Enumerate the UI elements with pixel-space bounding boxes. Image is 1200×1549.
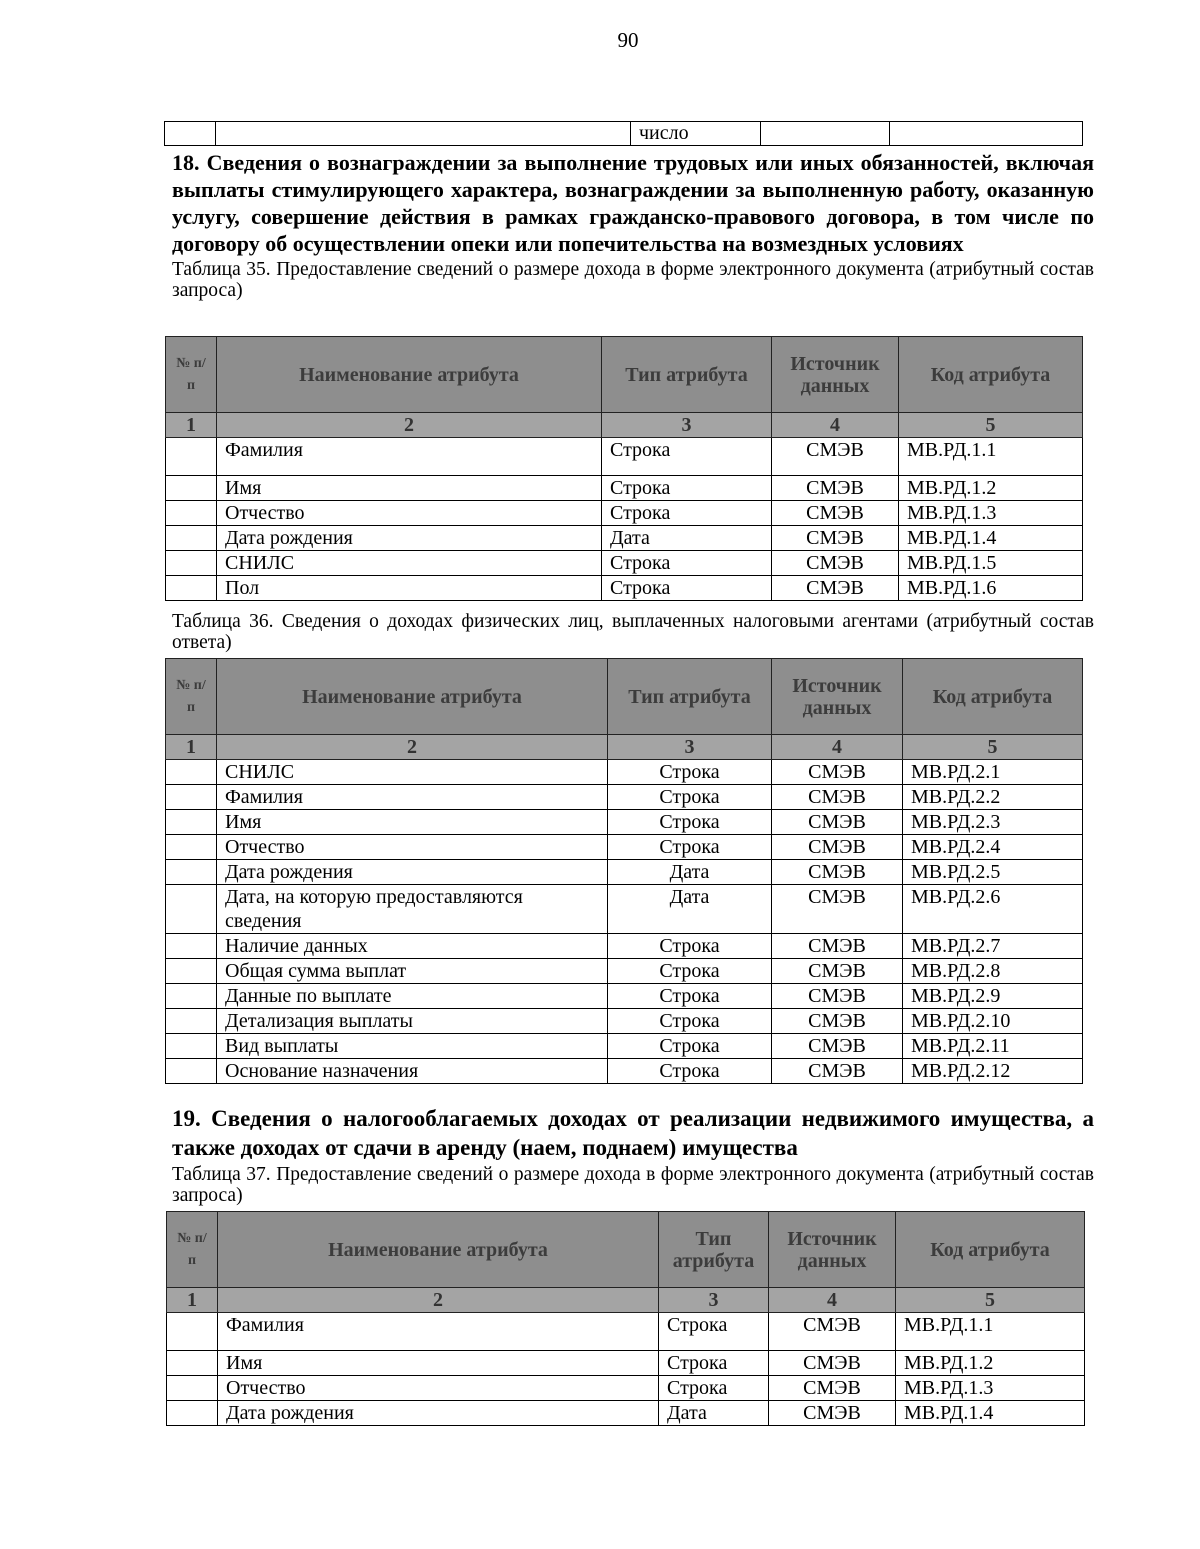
table-cell: МВ.РД.1.4: [899, 526, 1083, 551]
table-cell: МВ.РД.1.4: [896, 1401, 1085, 1426]
header-number: 1: [166, 413, 217, 438]
table-cell: МВ.РД.1.3: [896, 1376, 1085, 1401]
header-cell: Код атрибута: [903, 659, 1083, 735]
table-row: [166, 959, 1083, 984]
table-cell: МВ.РД.2.2: [903, 785, 1083, 810]
table-cell: СМЭВ: [772, 551, 899, 576]
table-cell: СМЭВ: [772, 934, 903, 959]
header-cell: № п/п: [167, 1212, 218, 1288]
table-cell: Имя: [218, 1351, 659, 1376]
table-cell: Общая сумма выплат: [217, 959, 608, 984]
table-cell: СМЭВ: [769, 1401, 896, 1426]
table-cell: Отчество: [218, 1376, 659, 1401]
table-header-numbers: [166, 735, 1083, 760]
table-36-caption-block: [172, 611, 1094, 653]
table-cell: СМЭВ: [772, 860, 903, 885]
table-cell: Дата рождения: [217, 526, 602, 551]
table-cell: [166, 934, 217, 959]
table-cell: СМЭВ: [772, 438, 899, 476]
header-number: 5: [903, 735, 1083, 760]
header-cell: Наименование атрибута: [217, 659, 608, 735]
table-cell: СМЭВ: [772, 959, 903, 984]
table-cell: Строка: [659, 1313, 769, 1351]
table-cell: Строка: [608, 1034, 772, 1059]
table-cell: МВ.РД.1.2: [896, 1351, 1085, 1376]
table-row: [167, 1376, 1085, 1401]
table-cell: [166, 984, 217, 1009]
header-number: 1: [167, 1288, 218, 1313]
table-cell: СМЭВ: [772, 885, 903, 934]
table-cell: МВ.РД.1.5: [899, 551, 1083, 576]
table-row: [165, 122, 1083, 146]
table-cell: Дата, на которую предоставляются сведения: [217, 885, 608, 934]
table-header-row: [167, 1212, 1085, 1288]
table-cell: МВ.РД.2.6: [903, 885, 1083, 934]
header-cell: Источник данных: [772, 337, 899, 413]
table-cell: МВ.РД.2.4: [903, 835, 1083, 860]
table-row: [166, 1034, 1083, 1059]
table-cell: СНИЛС: [217, 760, 608, 785]
table-row: [167, 1401, 1085, 1426]
table-cell: СМЭВ: [772, 1059, 903, 1084]
table-cell: [166, 501, 217, 526]
table-cell: Строка: [608, 760, 772, 785]
table-row: [166, 526, 1083, 551]
table-row: [167, 1313, 1085, 1351]
table-cell: Строка: [608, 934, 772, 959]
table-cell: СМЭВ: [772, 476, 899, 501]
table-row: [166, 476, 1083, 501]
header-number: 5: [899, 413, 1083, 438]
table-row: [166, 984, 1083, 1009]
table-cell: [167, 1376, 218, 1401]
table-cell: МВ.РД.1.1: [896, 1313, 1085, 1351]
table-cell: Пол: [217, 576, 602, 601]
table-cell: [167, 1313, 218, 1351]
table-cell: Строка: [602, 438, 772, 476]
table-cell: [166, 476, 217, 501]
continuation-table: [164, 121, 1083, 146]
header-cell: Источник данных: [772, 659, 903, 735]
header-number: 3: [602, 413, 772, 438]
table-cell: [166, 551, 217, 576]
header-cell: Тип атрибута: [602, 337, 772, 413]
table-cell: Строка: [602, 576, 772, 601]
section-19: [172, 1104, 1094, 1206]
table-row: [166, 551, 1083, 576]
table-cell: [166, 785, 217, 810]
table-cell: Строка: [602, 501, 772, 526]
table-header-row: [166, 337, 1083, 413]
table-row: [167, 1351, 1085, 1376]
table-cell: МВ.РД.1.6: [899, 576, 1083, 601]
table-37: [166, 1211, 1085, 1426]
table-row: [166, 760, 1083, 785]
table-cell: [166, 835, 217, 860]
table-cell: [166, 1009, 217, 1034]
table-cell: [166, 760, 217, 785]
table-cell: Основание назначения: [217, 1059, 608, 1084]
table-cell: МВ.РД.1.2: [899, 476, 1083, 501]
header-number: 1: [166, 735, 217, 760]
header-cell: № п/п: [166, 659, 217, 735]
page-number: 90: [617, 28, 639, 52]
table-cell: Отчество: [217, 835, 608, 860]
table-cell: [166, 885, 217, 934]
header-number: 4: [772, 413, 899, 438]
header-number: 2: [218, 1288, 659, 1313]
header-number: 2: [217, 413, 602, 438]
table-cell: МВ.РД.2.5: [903, 860, 1083, 885]
table-cell: [166, 1034, 217, 1059]
table-cell: МВ.РД.2.9: [903, 984, 1083, 1009]
table-cell: [165, 122, 216, 146]
table-row: [166, 785, 1083, 810]
table-cell: [166, 576, 217, 601]
table-cell: МВ.РД.1.1: [899, 438, 1083, 476]
table-cell: СНИЛС: [217, 551, 602, 576]
table-cell: СМЭВ: [772, 501, 899, 526]
table-cell: Строка: [602, 551, 772, 576]
table-cell: Детализация выплаты: [217, 1009, 608, 1034]
table-cell: Дата: [608, 860, 772, 885]
table-row: [166, 860, 1083, 885]
table-cell: [166, 438, 217, 476]
header-number: 5: [896, 1288, 1085, 1313]
table-cell: Данные по выплате: [217, 984, 608, 1009]
table-cell: СМЭВ: [769, 1351, 896, 1376]
table-cell: СМЭВ: [772, 835, 903, 860]
table-cell: число: [631, 122, 761, 146]
table-cell: СМЭВ: [772, 984, 903, 1009]
table-cell: Строка: [608, 835, 772, 860]
table-cell: СМЭВ: [772, 1009, 903, 1034]
table-cell: МВ.РД.2.12: [903, 1059, 1083, 1084]
table-header-numbers: [166, 413, 1083, 438]
table-cell: МВ.РД.2.3: [903, 810, 1083, 835]
table-cell: Строка: [608, 984, 772, 1009]
table-cell: СМЭВ: [772, 785, 903, 810]
table-cell: СМЭВ: [772, 810, 903, 835]
table-cell: [166, 1059, 217, 1084]
table-cell: Имя: [217, 476, 602, 501]
section-heading: 18. Сведения о вознаграждении за выполнение трудовых или иных обязанностей, включая выплаты стимулирующего характера, вознаграждении за выполненную работу, оказанную услугу, совершение действия в рамках гражданско-правового договора, в том числе по договору об осуществлении опеки или попечительства на возмездных условиях: [172, 150, 1094, 256]
table-row: [166, 1059, 1083, 1084]
table-row: [166, 1009, 1083, 1034]
header-cell: Тип атрибута: [659, 1212, 769, 1288]
table-cell: Строка: [608, 1009, 772, 1034]
table-cell: СМЭВ: [772, 526, 899, 551]
table-36: [165, 658, 1083, 1084]
table-row: [166, 810, 1083, 835]
table-cell: Дата рождения: [217, 860, 608, 885]
header-number: 2: [217, 735, 608, 760]
table-header-row: [166, 659, 1083, 735]
header-cell: № п/п: [166, 337, 217, 413]
table-cell: Дата: [602, 526, 772, 551]
table-caption: Таблица 37. Предоставление сведений о размере дохода в форме электронного документа (атрибутный состав запроса): [172, 1164, 1094, 1206]
table-cell: [167, 1401, 218, 1426]
section-heading: 19. Сведения о налогооблагаемых доходах от реализации недвижимого имущества, а также доходах от сдачи в аренду (наем, поднаем) имущества: [172, 1106, 1094, 1160]
table-cell: СМЭВ: [772, 1034, 903, 1059]
table-cell: Отчество: [217, 501, 602, 526]
table-cell: [166, 860, 217, 885]
header-number: 4: [772, 735, 903, 760]
table-cell: Фамилия: [217, 785, 608, 810]
table-row: [166, 501, 1083, 526]
header-number: 4: [769, 1288, 896, 1313]
table-caption: Таблица 35. Предоставление сведений о размере дохода в форме электронного документа (атрибутный состав запроса): [172, 259, 1094, 301]
table-cell: СМЭВ: [772, 760, 903, 785]
table-cell: Строка: [659, 1351, 769, 1376]
table-cell: Строка: [602, 476, 772, 501]
table-row: [166, 438, 1083, 476]
table-cell: МВ.РД.2.8: [903, 959, 1083, 984]
table-cell: Строка: [608, 785, 772, 810]
table-cell: Строка: [608, 810, 772, 835]
table-cell: [166, 959, 217, 984]
header-cell: Наименование атрибута: [218, 1212, 659, 1288]
header-cell: Код атрибута: [899, 337, 1083, 413]
table-row: [166, 934, 1083, 959]
header-number: 3: [608, 735, 772, 760]
table-cell: СМЭВ: [772, 576, 899, 601]
header-cell: Тип атрибута: [608, 659, 772, 735]
section-18: [172, 149, 1094, 301]
table-cell: [890, 122, 1083, 146]
table-cell: МВ.РД.2.10: [903, 1009, 1083, 1034]
table-row: [166, 835, 1083, 860]
table-35: [165, 336, 1083, 601]
table-row: [166, 576, 1083, 601]
table-cell: Фамилия: [218, 1313, 659, 1351]
table-cell: Наличие данных: [217, 934, 608, 959]
table-cell: Строка: [608, 1059, 772, 1084]
table-cell: [166, 810, 217, 835]
table-cell: Строка: [659, 1376, 769, 1401]
table-cell: МВ.РД.2.1: [903, 760, 1083, 785]
header-cell: Код атрибута: [896, 1212, 1085, 1288]
header-cell: Источник данных: [769, 1212, 896, 1288]
table-header-numbers: [167, 1288, 1085, 1313]
table-cell: СМЭВ: [769, 1313, 896, 1351]
table-cell: СМЭВ: [769, 1376, 896, 1401]
table-cell: [761, 122, 890, 146]
table-cell: Имя: [217, 810, 608, 835]
table-cell: [166, 526, 217, 551]
table-cell: Дата рождения: [218, 1401, 659, 1426]
table-row: [166, 885, 1083, 934]
table-cell: Строка: [608, 959, 772, 984]
table-cell: Дата: [659, 1401, 769, 1426]
header-number: 3: [659, 1288, 769, 1313]
table-cell: [167, 1351, 218, 1376]
table-cell: Вид выплаты: [217, 1034, 608, 1059]
table-cell: [216, 122, 631, 146]
table-cell: МВ.РД.2.7: [903, 934, 1083, 959]
header-cell: Наименование атрибута: [217, 337, 602, 413]
table-caption: Таблица 36. Сведения о доходах физических лиц, выплаченных налоговыми агентами (атрибутный состав ответа): [172, 611, 1094, 653]
table-cell: Фамилия: [217, 438, 602, 476]
table-cell: МВ.РД.2.11: [903, 1034, 1083, 1059]
table-cell: МВ.РД.1.3: [899, 501, 1083, 526]
table-cell: Дата: [608, 885, 772, 934]
